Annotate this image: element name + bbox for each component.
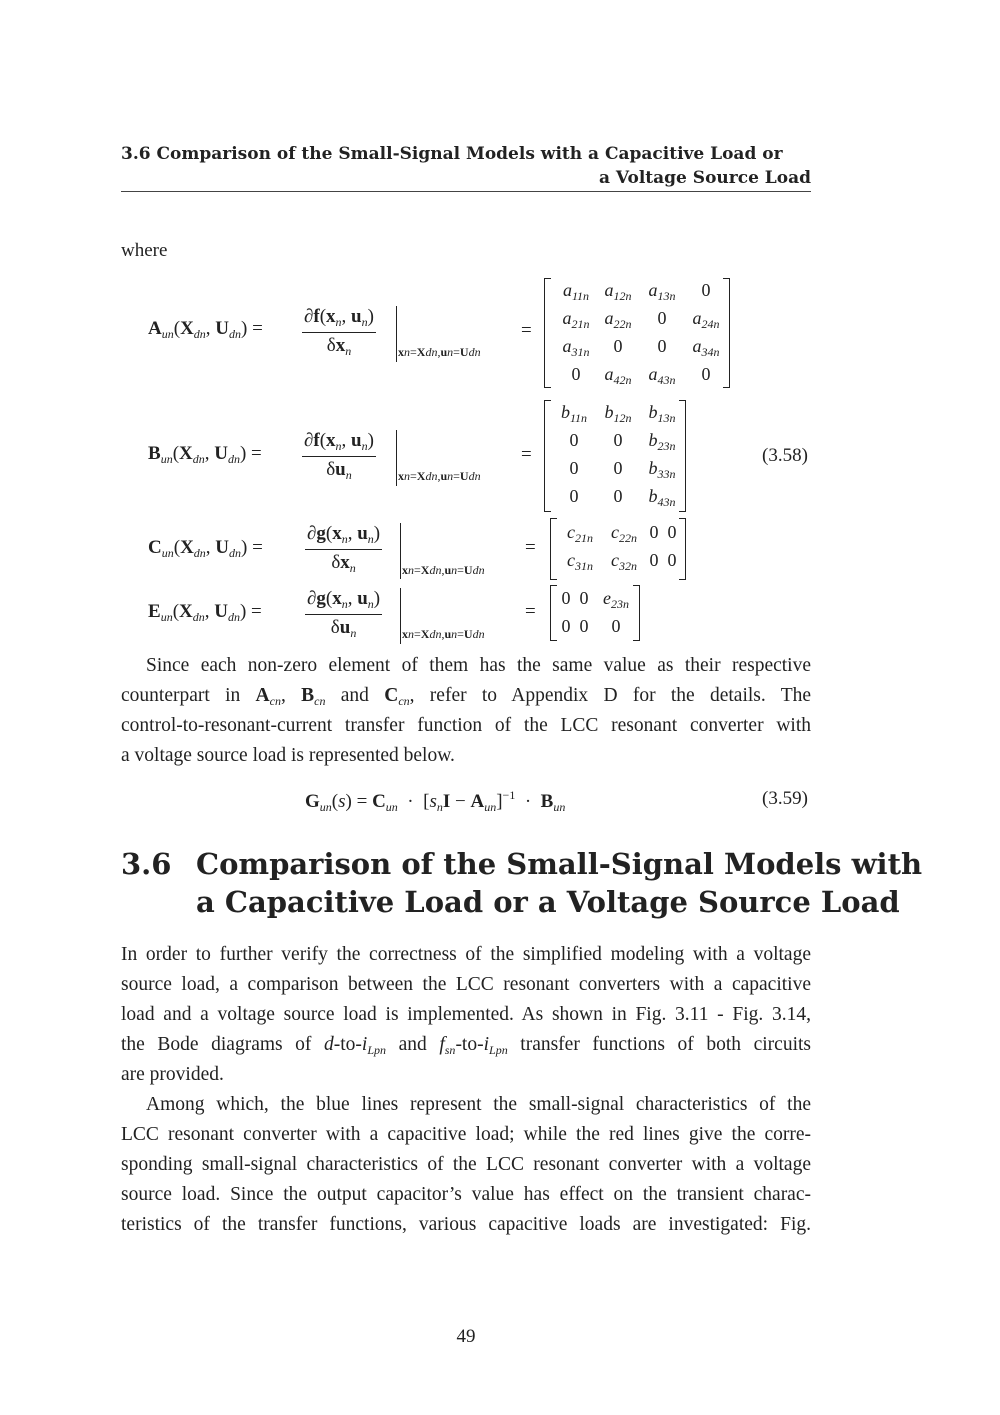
matrix-cell: $c_{22n}$ [611,522,637,545]
section-number: 3.6 [121,847,172,881]
matrix-cell: $b_{12n}$ [604,402,632,425]
matrix-cell: $a_{22n}$ [604,308,632,331]
equation-A-lhs: $A_{un}(X_{dn}$, $U_{dn}$) = [148,318,263,341]
equation-A-eval-sub: xn=Xdn,un=Udn [398,345,481,359]
matrix-cell: 0 [613,486,623,506]
matrix-cell: 0 [613,430,623,450]
matrix-cell: $c_{21n}$ [567,522,593,545]
transfer-function-equation: $G_{un}(s) = C_{un} \cdot [s_nI - A_{un}]^{-1} \cdot B_{un}$ [305,788,566,814]
matrix-cell: $a_{31n}$ [562,336,590,359]
running-header-line1: 3.6 Comparison of the Small-Signal Models with a Capacitive Load or [121,144,783,164]
matrix-cell: 0 [657,308,667,328]
paragraph-2-line: the Bode diagrams of $d-to-i_{Lpn}$ and $f_{sn}-to-i_{Lpn}$ transfer functions of both circuits [121,1034,811,1057]
paragraph-1-line: a voltage source load is represented below. [121,745,455,766]
matrix-cell: $a_{43n}$ [648,364,676,387]
paragraph-1-line: control-to-resonant-current transfer function of the LCC resonant converter with [121,715,811,736]
matrix-B [544,400,686,512]
paragraph-1-line: Since each non-zero element of them has the same value as their respective [146,655,811,676]
paragraph-3-line: teristics of the transfer functions, various capacitive loads are investigated: Fig. [121,1214,811,1235]
equation-E-eval-bar [400,588,401,644]
matrix-cell: $a_{24n}$ [692,308,720,331]
paragraph-2-line: source load, a comparison between the LCC resonant converters with a capacitive [121,974,811,995]
paragraph-3 [121,1090,811,1240]
equation-B-eval-sub: xn=Xdn,un=Udn [398,469,481,483]
matrix-cell: $b_{23n}$ [648,430,676,453]
matrix-cell: 0 [579,588,589,608]
equation-E-lhs: $E_{un}(X_{dn}$, $U_{dn}$) = [148,601,262,624]
paragraph-3-line: LCC resonant converter with a capacitive load; while the red lines give the corre- [121,1124,811,1145]
section-title-line1: Comparison of the Small-Signal Models with [196,847,923,881]
matrix-cell: $a_{13n}$ [648,280,676,303]
header-rule [121,191,811,192]
paragraph-1 [121,651,811,771]
matrix-cell: $b_{43n}$ [648,486,676,509]
matrix-E [550,585,640,641]
matrix-cell: 0 [701,280,711,300]
matrix-A [544,278,730,388]
matrix-cell: $e_{23n}$ [603,588,629,611]
equation-C-eval-bar [400,523,401,579]
running-header [121,142,811,190]
section-title-line2: a Capacitive Load or a Voltage Source Load [196,885,900,919]
matrix-cell: 0 [561,616,571,636]
matrix-cell: 0 [561,588,571,608]
running-header-line2: a Voltage Source Load [598,168,811,188]
equation-B-eval-bar [396,430,397,486]
paragraph-2-line: are provided. [121,1064,224,1085]
matrix-cell: 0 [613,336,623,356]
matrix-cell: $c_{31n}$ [567,550,593,573]
matrix-cell: $b_{33n}$ [648,458,676,481]
paragraph-2-line: load and a voltage source load is implemented. As shown in Fig. 3.11 - Fig. 3.14, [121,1004,811,1025]
equation-C-fraction: $\frac{\partial g(x_n, u_n)}{\delta x_n}$ [307,523,381,575]
where-word: where [121,240,168,261]
equation-number-3-58: (3.58) [762,445,808,466]
equation-B-fraction: $\frac{\partial f(x_n, u_n)}{\delta u_n}$ [304,430,374,482]
matrix-C-left-bracket [550,518,557,580]
matrix-cell: 0 [667,522,677,542]
matrix-A-left-bracket [544,278,551,388]
matrix-cell: 0 [667,550,677,570]
matrix-cell: 0 [579,616,589,636]
paragraph-2-line: In order to further verify the correctness of the simplified modeling with a voltage [121,944,811,965]
matrix-cell: $b_{13n}$ [648,402,676,425]
matrix-cell: 0 [613,458,623,478]
equation-A-fraction: $\frac{\partial f(x_n, u_n)}{\delta x_n}$ [304,306,374,358]
matrix-cell: 0 [611,616,621,636]
matrix-cell: 0 [569,486,579,506]
matrix-cell: $c_{32n}$ [611,550,637,573]
matrix-cell: $a_{12n}$ [604,280,632,303]
paragraph-3-line: source load. Since the output capacitor’s value has effect on the transient charac- [121,1184,811,1205]
matrix-B-left-bracket [544,400,551,512]
paragraph-3-line: sponding small-signal characteristics of the LCC resonant converter with a voltage [121,1154,811,1175]
matrix-cell: $a_{21n}$ [562,308,590,331]
paragraph-3-line: Among which, the blue lines represent the small-signal characteristics of the [146,1094,811,1115]
equation-E-eval-sub: xn=Xdn,un=Udn [402,627,485,641]
matrix-cell: 0 [649,522,659,542]
matrix-cell: 0 [569,430,579,450]
matrix-cell: $a_{11n}$ [562,280,590,303]
paragraph-1-line: counterpart in $A_{cn}$, $B_{cn}$ and $C_{cn}$, refer to Appendix D for the details. The [121,685,812,708]
matrix-cell: 0 [701,364,711,384]
equation-C-lhs: $C_{un}(X_{dn}$, $U_{dn}$) = [148,537,263,560]
equation-E-fraction: $\frac{\partial g(x_n, u_n)}{\delta u_n}$ [307,588,381,640]
matrix-cell: 0 [571,364,581,384]
matrix-cell: 0 [649,550,659,570]
equation-A-eval-bar [396,306,397,362]
matrix-cell: 0 [657,336,667,356]
paragraph-2 [121,940,811,1090]
matrix-C [550,518,686,580]
matrix-cell: $a_{34n}$ [692,336,720,359]
matrix-cell: $b_{11n}$ [560,402,588,425]
equation-number-3-59: (3.59) [762,788,808,809]
matrix-cell: 0 [569,458,579,478]
matrix-cell: $a_{42n}$ [604,364,632,387]
equation-C-eval-sub: xn=Xdn,un=Udn [402,563,485,577]
page-number: 49 [456,1326,476,1347]
equation-B-lhs: $B_{un}(X_{dn}$, $U_{dn}$) = [148,443,262,466]
